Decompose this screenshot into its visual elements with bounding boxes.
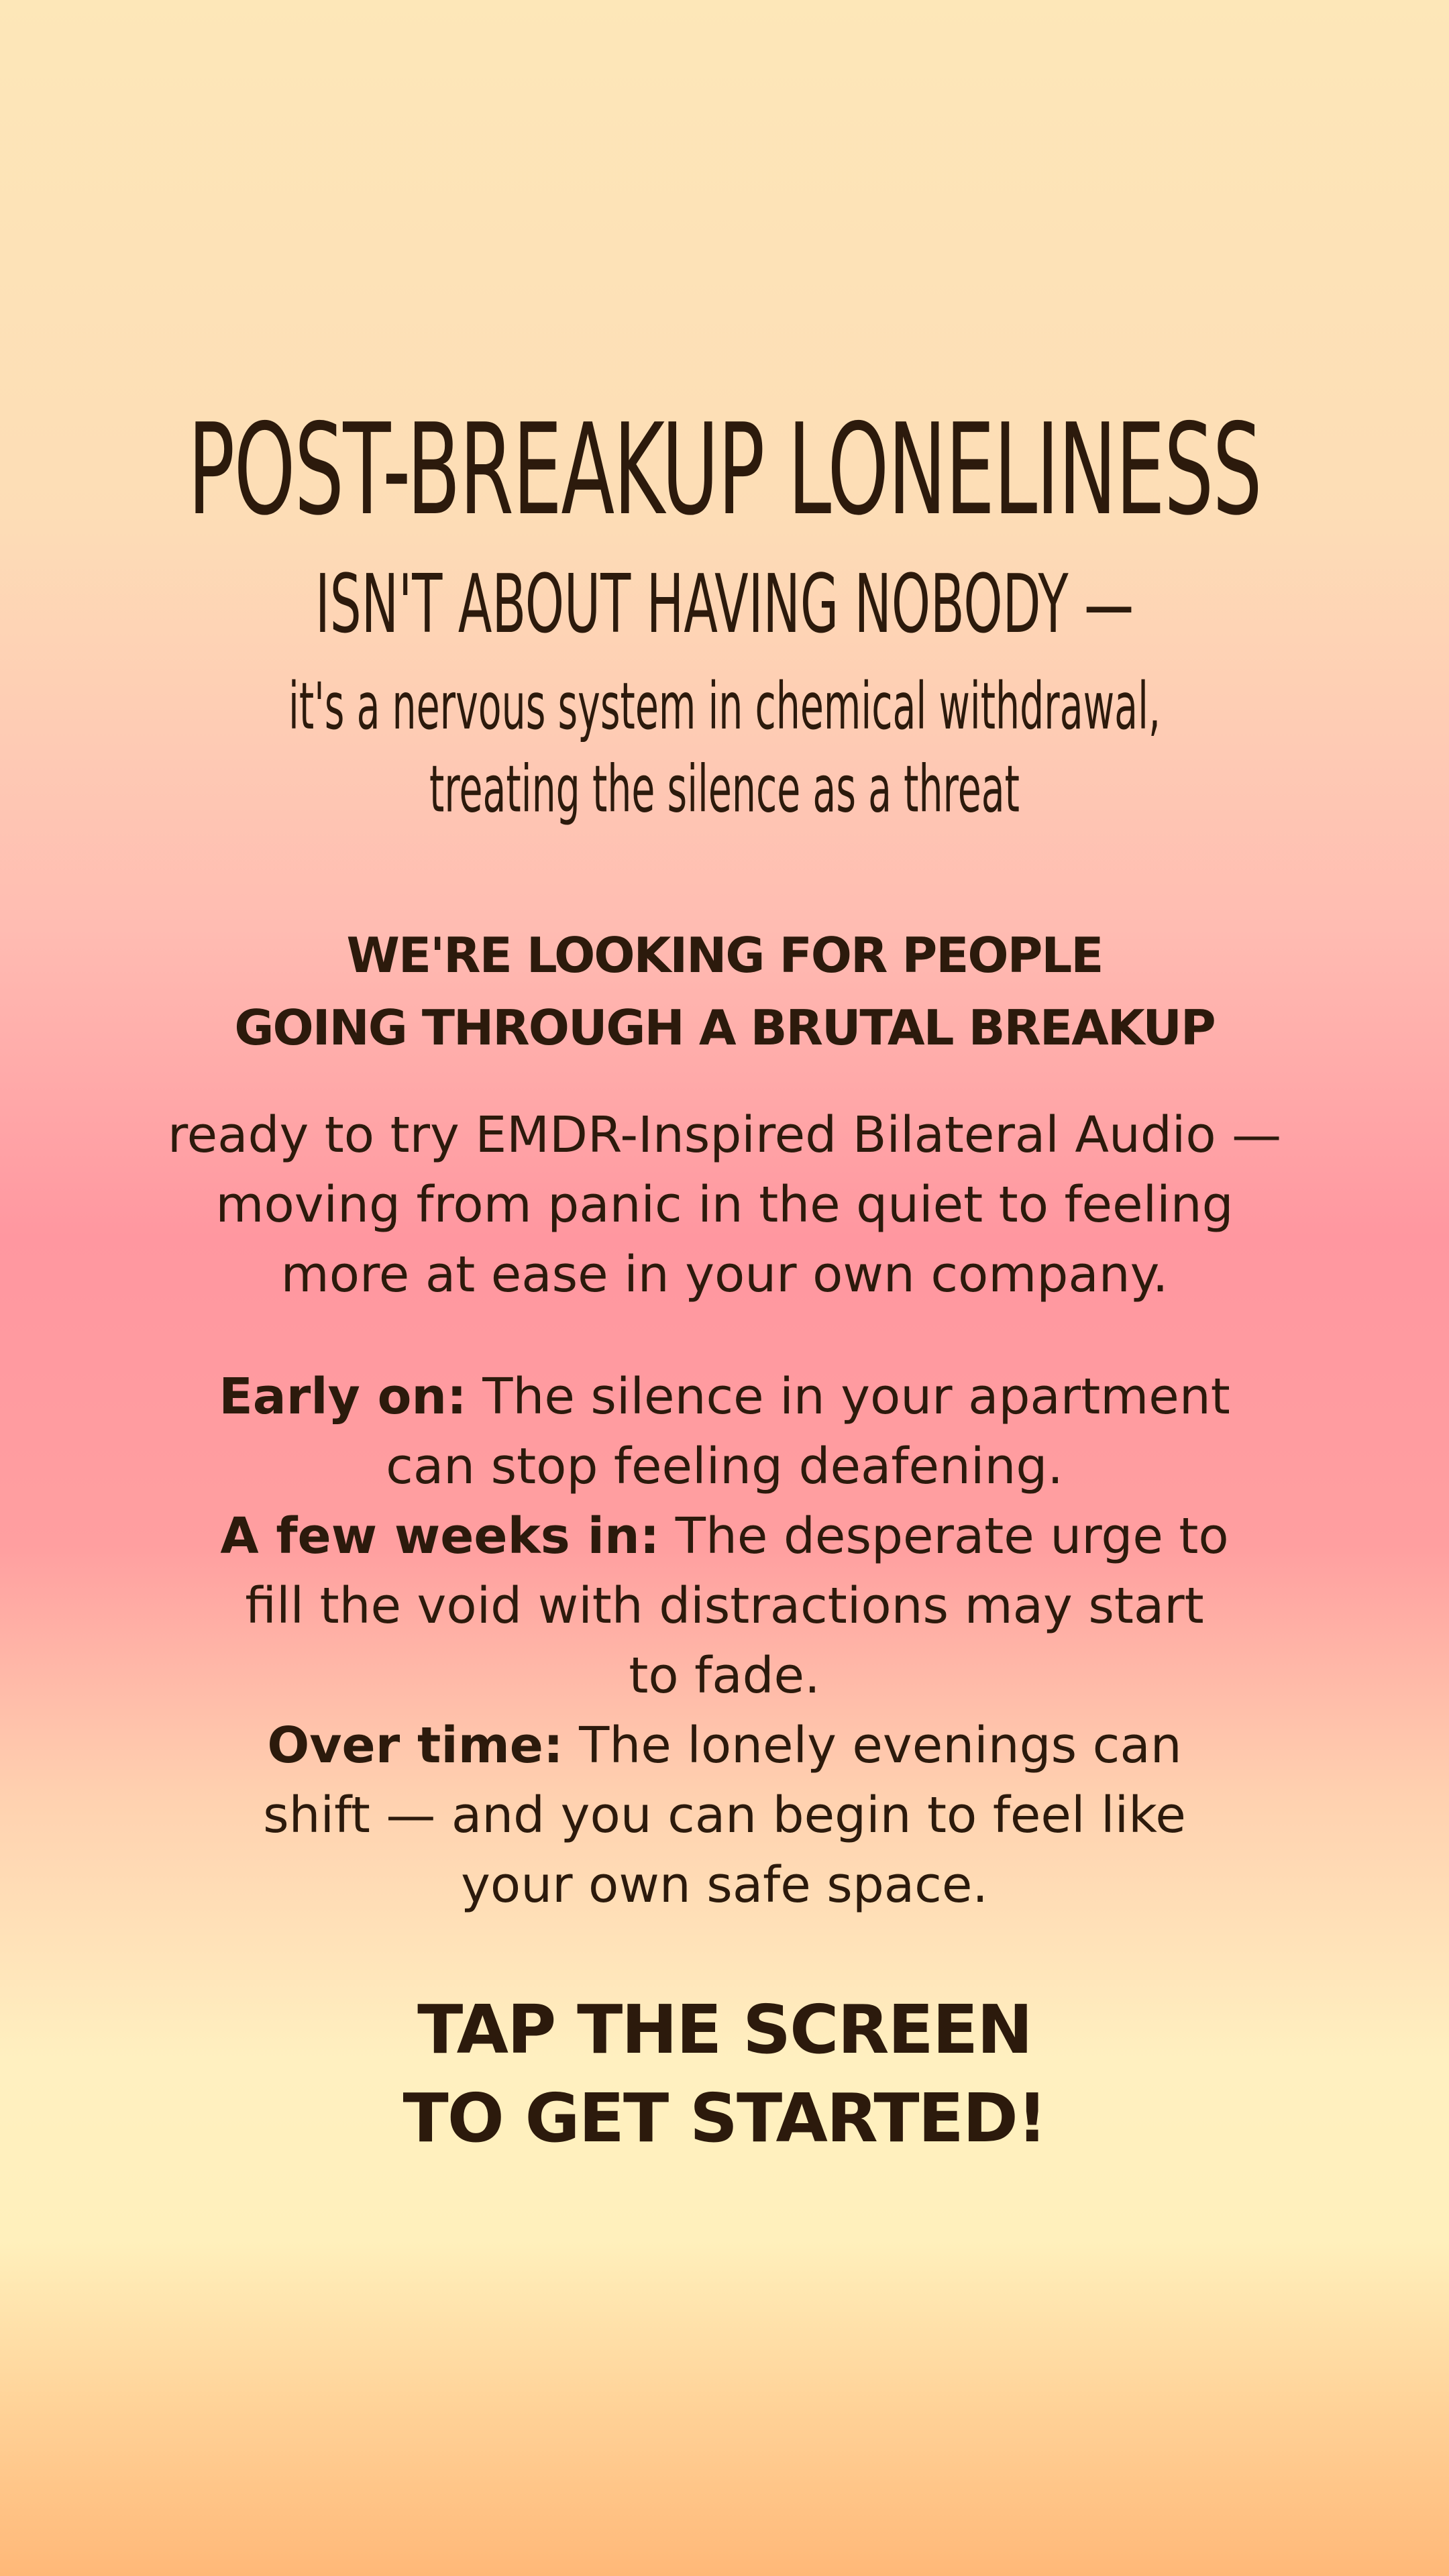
timeline-weeks-text-1: The desperate urge to — [659, 1507, 1229, 1565]
headline-line-4: treating the silence as a threat — [429, 751, 1020, 827]
intro-line-2: moving from panic in the quiet to feeling — [215, 1176, 1234, 1234]
tap-to-start-cta[interactable] — [67, 1986, 1382, 2163]
cta-line-2: TO GET STARTED! — [402, 2079, 1046, 2157]
timeline-over-text-1: The lonely evenings can — [563, 1717, 1182, 1774]
headline-line-1: POST-BREAKUP LONELINESS — [188, 396, 1261, 544]
timeline-over-text-3: your own safe space. — [461, 1856, 988, 1914]
timeline-weeks-label: A few weeks in: — [220, 1507, 660, 1565]
timeline-over-text-2: shift — and you can begin to feel like — [263, 1786, 1186, 1844]
intro-paragraph — [67, 1100, 1382, 1309]
timeline-weeks-text-3: to fade. — [629, 1647, 820, 1705]
headline-line-3: it's a nervous system in chemical withdrawal, — [288, 668, 1161, 744]
recruit-heading-line-2: GOING THROUGH A BRUTAL BREAKUP — [234, 1000, 1215, 1056]
recruit-heading — [67, 919, 1382, 1064]
recruit-heading-line-1: WE'RE LOOKING FOR PEOPLE — [346, 927, 1103, 983]
intro-line-1: ready to try EMDR-Inspired Bilateral Audio — — [167, 1106, 1282, 1164]
intro-line-3: more at ease in your own company. — [280, 1246, 1169, 1303]
headline — [0, 362, 1449, 872]
timeline-early-text-2: can stop feeling deafening. — [386, 1438, 1063, 1495]
timeline-paragraph — [67, 1362, 1382, 1920]
headline-line-2: ISN'T ABOUT HAVING NOBODY — — [315, 557, 1134, 652]
cta-line-1: TAP THE SCREEN — [417, 1990, 1032, 2069]
timeline-weeks-line-1 — [67, 1501, 1382, 1571]
timeline-early-line-1 — [67, 1362, 1382, 1432]
timeline-over-label: Over time: — [267, 1717, 564, 1774]
timeline-early-text-1: The silence in your apartment — [466, 1368, 1230, 1426]
timeline-weeks-text-2: fill the void with distractions may start — [245, 1577, 1204, 1635]
timeline-over-line-1 — [67, 1711, 1382, 1780]
timeline-early-label: Early on: — [219, 1368, 467, 1426]
